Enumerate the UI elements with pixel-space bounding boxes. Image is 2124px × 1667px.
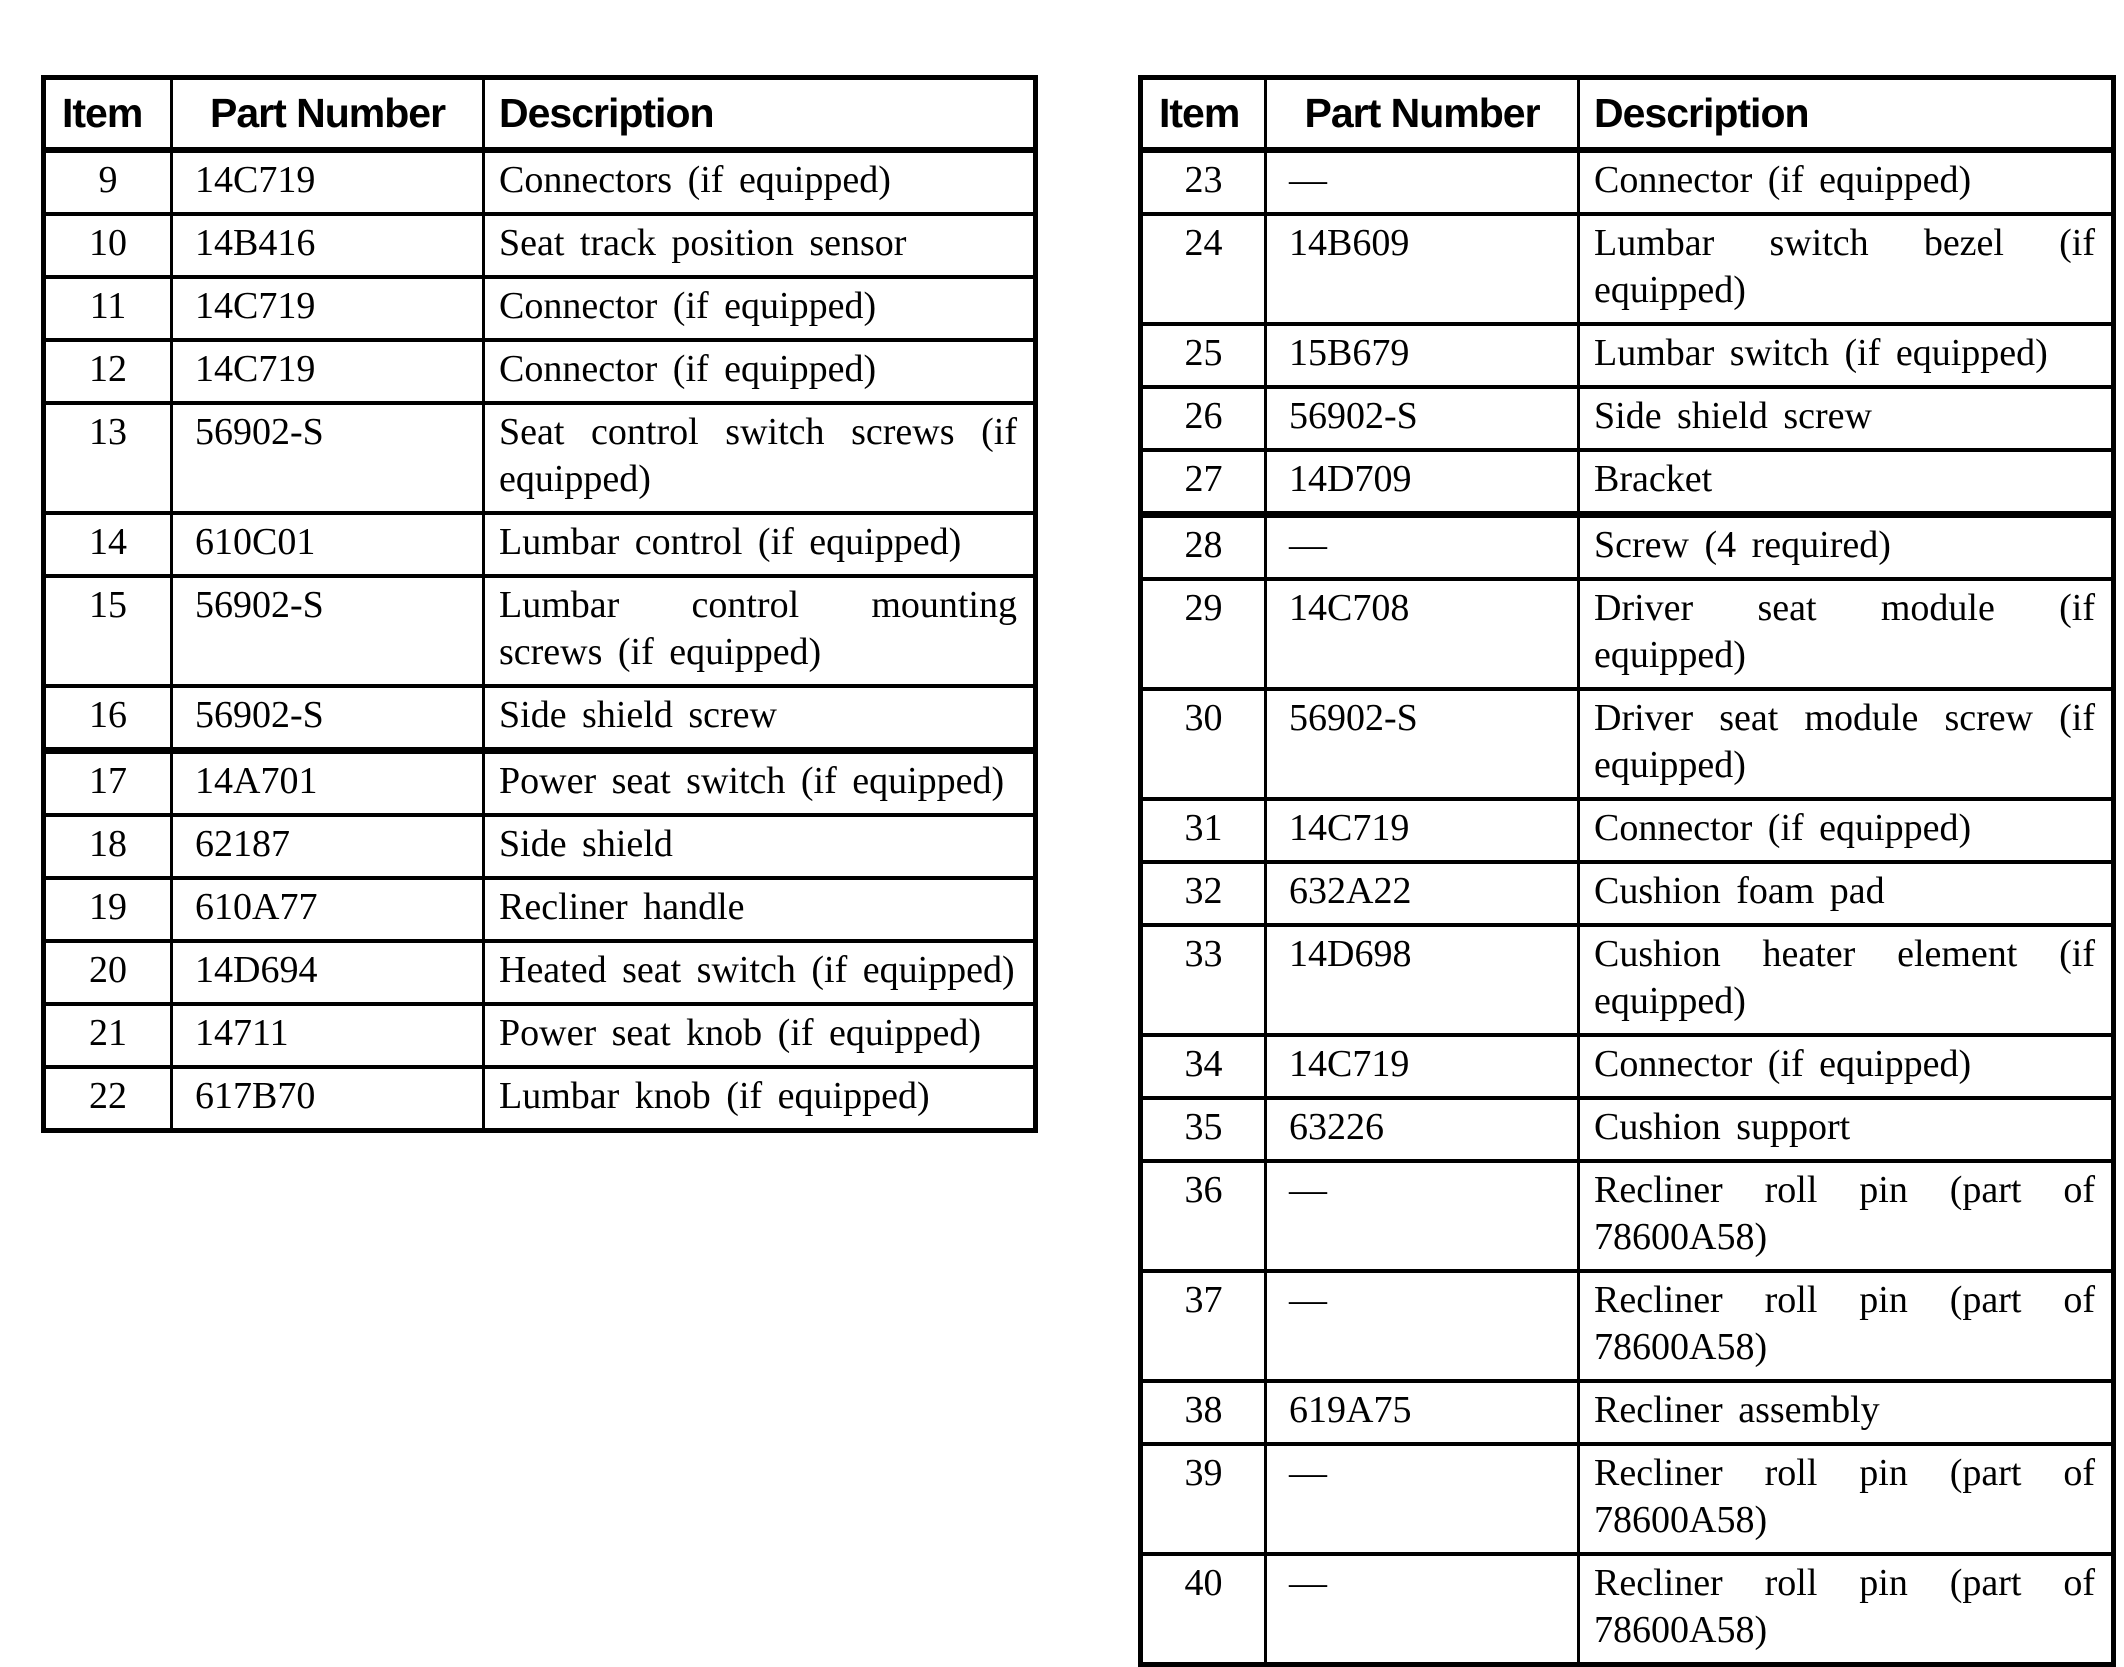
part-number-cell: 14C719 — [1266, 1035, 1579, 1098]
part-number-cell: 56902-S — [1266, 387, 1579, 450]
item-cell: 35 — [1141, 1098, 1266, 1161]
table-row — [1141, 579, 2114, 689]
column-header-item: Item — [1141, 78, 1266, 151]
part-number-cell: 14711 — [172, 1004, 484, 1067]
description-cell: Connector (if equipped) — [1579, 799, 2114, 862]
part-number-cell: 14C719 — [172, 340, 484, 403]
item-cell: 20 — [44, 941, 172, 1004]
item-cell: 25 — [1141, 324, 1266, 387]
description-cell: Connector (if equipped) — [1579, 150, 2114, 214]
description-cell: Lumbar control mounting screws (if equipped) — [484, 576, 1036, 686]
part-number-cell: 632A22 — [1266, 862, 1579, 925]
description-cell: Driver seat module screw (if equipped) — [1579, 689, 2114, 799]
description-cell: Connectors (if equipped) — [484, 150, 1036, 214]
item-cell: 23 — [1141, 150, 1266, 214]
item-cell: 13 — [44, 403, 172, 513]
part-number-cell: 14C719 — [172, 150, 484, 214]
description-cell: Connector (if equipped) — [1579, 1035, 2114, 1098]
part-number-cell: 14D709 — [1266, 450, 1579, 515]
table-row — [44, 576, 1036, 686]
item-cell: 28 — [1141, 515, 1266, 580]
description-cell: Driver seat module (if equipped) — [1579, 579, 2114, 689]
item-cell: 36 — [1141, 1161, 1266, 1271]
item-cell: 34 — [1141, 1035, 1266, 1098]
item-cell: 22 — [44, 1067, 172, 1131]
table-row — [44, 513, 1036, 576]
item-cell: 29 — [1141, 579, 1266, 689]
part-number-cell: 62187 — [172, 815, 484, 878]
description-cell: Side shield screw — [484, 686, 1036, 751]
table-row — [44, 1004, 1036, 1067]
part-number-cell: 56902-S — [172, 403, 484, 513]
part-number-cell: — — [1266, 1444, 1579, 1554]
table-row — [44, 150, 1036, 214]
table-row — [1141, 1381, 2114, 1444]
table-row — [1141, 799, 2114, 862]
column-header-description: Description — [484, 78, 1036, 151]
part-number-cell: 63226 — [1266, 1098, 1579, 1161]
item-cell: 32 — [1141, 862, 1266, 925]
description-cell: Power seat switch (if equipped) — [484, 751, 1036, 816]
description-cell: Cushion foam pad — [1579, 862, 2114, 925]
part-number-cell: — — [1266, 515, 1579, 580]
part-number-cell: 14C719 — [1266, 799, 1579, 862]
item-cell: 33 — [1141, 925, 1266, 1035]
item-cell: 11 — [44, 277, 172, 340]
item-cell: 9 — [44, 150, 172, 214]
table-row — [44, 277, 1036, 340]
table-row — [1141, 214, 2114, 324]
table-row — [44, 941, 1036, 1004]
part-number-cell: 15B679 — [1266, 324, 1579, 387]
part-number-cell: 610C01 — [172, 513, 484, 576]
table-row — [44, 214, 1036, 277]
item-cell: 17 — [44, 751, 172, 816]
description-cell: Lumbar switch (if equipped) — [1579, 324, 2114, 387]
description-cell: Bracket — [1579, 450, 2114, 515]
description-cell: Cushion support — [1579, 1098, 2114, 1161]
item-cell: 24 — [1141, 214, 1266, 324]
header-row — [44, 78, 1036, 151]
part-number-cell: — — [1266, 1554, 1579, 1665]
item-cell: 26 — [1141, 387, 1266, 450]
description-cell: Recliner assembly — [1579, 1381, 2114, 1444]
part-number-cell: 56902-S — [172, 576, 484, 686]
item-cell: 40 — [1141, 1554, 1266, 1665]
table-row — [1141, 387, 2114, 450]
description-cell: Side shield — [484, 815, 1036, 878]
part-number-cell: 14C719 — [172, 277, 484, 340]
table-row — [44, 751, 1036, 816]
table-row — [44, 686, 1036, 751]
description-cell: Lumbar knob (if equipped) — [484, 1067, 1036, 1131]
table-row — [44, 1067, 1036, 1131]
item-cell: 37 — [1141, 1271, 1266, 1381]
parts-table-right — [1138, 75, 2116, 1667]
part-number-cell: 14B416 — [172, 214, 484, 277]
part-number-cell: 56902-S — [172, 686, 484, 751]
part-number-cell: 617B70 — [172, 1067, 484, 1131]
parts-table-left — [41, 75, 1038, 1133]
table-row — [1141, 925, 2114, 1035]
part-number-cell: 610A77 — [172, 878, 484, 941]
description-cell: Seat control switch screws (if equipped) — [484, 403, 1036, 513]
description-cell: Recliner roll pin (part of 78600A58) — [1579, 1271, 2114, 1381]
table-row — [44, 403, 1036, 513]
column-header-part-number: Part Number — [1266, 78, 1579, 151]
item-cell: 21 — [44, 1004, 172, 1067]
part-number-cell: 14D698 — [1266, 925, 1579, 1035]
description-cell: Lumbar switch bezel (if equipped) — [1579, 214, 2114, 324]
description-cell: Seat track position sensor — [484, 214, 1036, 277]
item-cell: 39 — [1141, 1444, 1266, 1554]
part-number-cell: 14A701 — [172, 751, 484, 816]
column-header-description: Description — [1579, 78, 2114, 151]
item-cell: 19 — [44, 878, 172, 941]
description-cell: Cushion heater element (if equipped) — [1579, 925, 2114, 1035]
table-body — [1141, 150, 2114, 1665]
description-cell: Heated seat switch (if equipped) — [484, 941, 1036, 1004]
description-cell: Connector (if equipped) — [484, 277, 1036, 340]
table-row — [1141, 150, 2114, 214]
table-row — [44, 878, 1036, 941]
part-number-cell: 619A75 — [1266, 1381, 1579, 1444]
description-cell: Recliner roll pin (part of 78600A58) — [1579, 1554, 2114, 1665]
column-header-item: Item — [44, 78, 172, 151]
table-row — [1141, 1444, 2114, 1554]
item-cell: 18 — [44, 815, 172, 878]
table-row — [1141, 450, 2114, 515]
part-number-cell: 14D694 — [172, 941, 484, 1004]
item-cell: 27 — [1141, 450, 1266, 515]
description-cell: Recliner roll pin (part of 78600A58) — [1579, 1444, 2114, 1554]
table-row — [44, 340, 1036, 403]
part-number-cell: 14C708 — [1266, 579, 1579, 689]
item-cell: 31 — [1141, 799, 1266, 862]
item-cell: 38 — [1141, 1381, 1266, 1444]
description-cell: Lumbar control (if equipped) — [484, 513, 1036, 576]
item-cell: 12 — [44, 340, 172, 403]
part-number-cell: — — [1266, 1161, 1579, 1271]
part-number-cell: 56902-S — [1266, 689, 1579, 799]
table-row — [1141, 1271, 2114, 1381]
part-number-cell: — — [1266, 1271, 1579, 1381]
table-row — [1141, 1554, 2114, 1665]
table-row — [1141, 689, 2114, 799]
item-cell: 16 — [44, 686, 172, 751]
table-row — [1141, 1161, 2114, 1271]
table-row — [1141, 515, 2114, 580]
description-cell: Power seat knob (if equipped) — [484, 1004, 1036, 1067]
description-cell: Connector (if equipped) — [484, 340, 1036, 403]
item-cell: 30 — [1141, 689, 1266, 799]
item-cell: 10 — [44, 214, 172, 277]
column-header-part-number: Part Number — [172, 78, 484, 151]
part-number-cell: — — [1266, 150, 1579, 214]
description-cell: Side shield screw — [1579, 387, 2114, 450]
table-row — [1141, 1098, 2114, 1161]
table-row — [1141, 1035, 2114, 1098]
description-cell: Screw (4 required) — [1579, 515, 2114, 580]
item-cell: 15 — [44, 576, 172, 686]
table-row — [1141, 862, 2114, 925]
item-cell: 14 — [44, 513, 172, 576]
header-row — [1141, 78, 2114, 151]
description-cell: Recliner handle — [484, 878, 1036, 941]
table-row — [44, 815, 1036, 878]
part-number-cell: 14B609 — [1266, 214, 1579, 324]
description-cell: Recliner roll pin (part of 78600A58) — [1579, 1161, 2114, 1271]
table-body — [44, 150, 1036, 1131]
table-row — [1141, 324, 2114, 387]
